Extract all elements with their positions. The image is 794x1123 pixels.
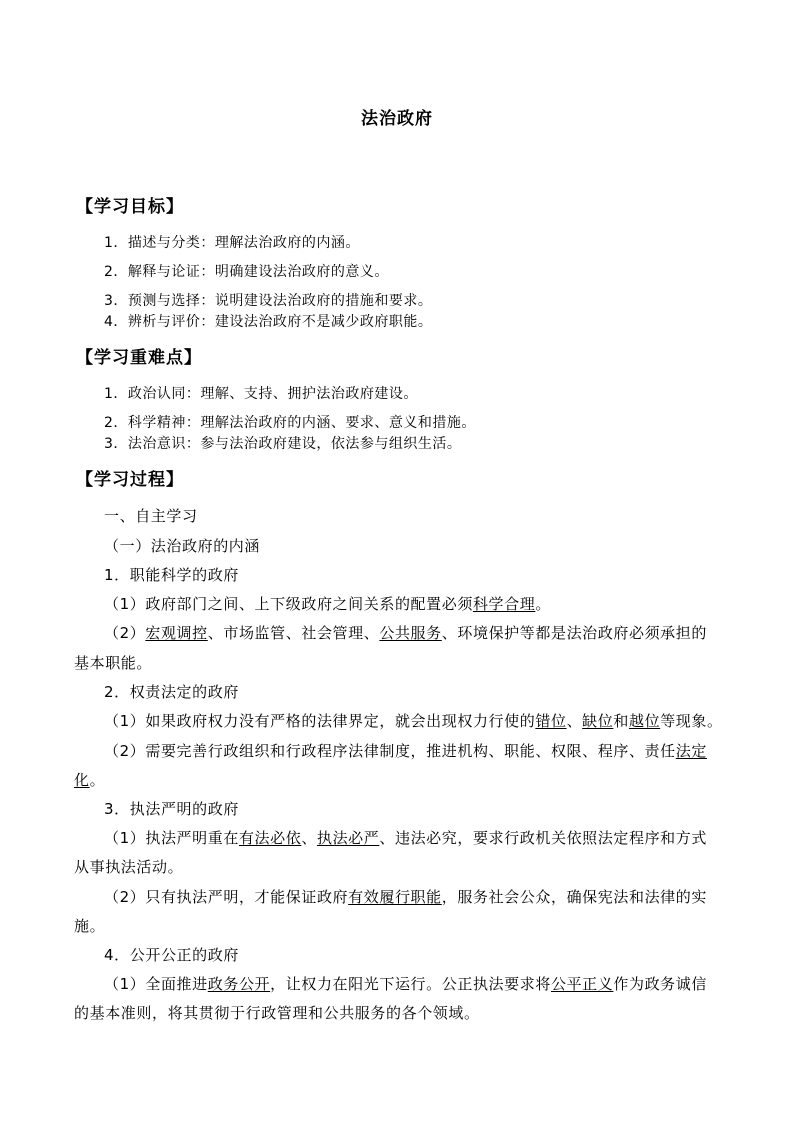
paragraph-1-1 <box>104 595 551 613</box>
goal-item-3: 3．预测与选择：说明建设法治政府的措施和要求。 <box>104 293 433 309</box>
paragraph-2-2-continuation <box>74 771 105 789</box>
section-heading-goals: 【学习目标】 <box>76 197 184 217</box>
underlined-term: 化 <box>74 771 90 789</box>
part-heading-self-study: 一、自主学习 <box>104 507 198 525</box>
underlined-term: 政务公开 <box>207 975 271 993</box>
text-span: （2）需要完善行政组织和行政程序法律制度，推进机构、职能、权限、程序、责任 <box>104 742 676 760</box>
text-span: 、违法必究，要求行政机关依照法定程序和方式 <box>379 829 707 847</box>
text-span: （1）如果政府权力没有严格的法律界定，就会出现权力行使的 <box>104 712 536 730</box>
underlined-term: 错位 <box>535 712 567 730</box>
paragraph-1-2 <box>104 624 707 642</box>
underlined-term: 公平正义 <box>550 975 614 993</box>
underlined-term: 法定 <box>675 742 707 760</box>
paragraph-4-1-continuation: 的基本准则，将其贯彻于行政管理和公共服务的各个领域。 <box>74 1004 480 1022</box>
goal-item-2: 2．解释与论证：明确建设法治政府的意义。 <box>104 264 389 280</box>
underlined-term: 缺位 <box>582 712 614 730</box>
key-point-item-1: 1．政治认同：理解、支持、拥护法治政府建设。 <box>104 386 418 402</box>
underlined-term: 执法必严 <box>316 829 380 847</box>
paragraph-2-1 <box>104 712 723 730</box>
group-title-3: 3．执法严明的政府 <box>104 800 239 818</box>
subheading-connotation: （一）法治政府的内涵 <box>104 537 261 555</box>
paragraph-1-2-continuation: 基本职能。 <box>74 654 153 672</box>
text-span: 。 <box>89 771 106 789</box>
underlined-term: 越位 <box>628 712 661 730</box>
underlined-term: 宏观调控 <box>145 624 208 642</box>
underlined-term: 科学合理 <box>472 595 536 613</box>
paragraph-3-2 <box>104 888 707 906</box>
text-span: 、环境保护等都是法治政府必须承担的 <box>441 624 707 642</box>
text-span: （2） <box>104 624 146 642</box>
paragraph-2-2 <box>104 742 707 760</box>
text-span: 和 <box>613 712 629 730</box>
text-span: （1）执法严明重在 <box>104 829 239 847</box>
key-point-item-3: 3．法治意识：参与法治政府建设，依法参与组织生活。 <box>104 436 462 452</box>
goal-item-4: 4．辨析与评价：建设法治政府不是减少政府职能。 <box>104 314 433 330</box>
text-span: （1）全面推进 <box>104 975 208 993</box>
underlined-term: 公共服务 <box>379 624 442 642</box>
group-title-4: 4．公开公正的政府 <box>104 946 239 964</box>
text-span: 、 <box>301 829 317 847</box>
section-heading-key-points: 【学习重难点】 <box>76 348 202 368</box>
goal-item-1: 1．描述与分类：理解法治政府的内涵。 <box>104 235 360 251</box>
paragraph-3-1-continuation: 从事执法活动。 <box>74 858 184 876</box>
text-span: 、市场监管、社会管理、 <box>207 624 380 642</box>
text-span: 作为政务诚信 <box>613 975 707 993</box>
text-span: ，让权力在阳光下运行。公正执法要求将 <box>270 975 551 993</box>
text-span: 。 <box>535 595 551 613</box>
paragraph-3-2-continuation: 施。 <box>74 917 106 935</box>
paragraph-4-1 <box>104 975 707 993</box>
section-heading-process: 【学习过程】 <box>76 470 184 490</box>
group-title-2: 2．权责法定的政府 <box>104 683 239 701</box>
document-title: 法治政府 <box>361 109 433 129</box>
group-title-1: 1．职能科学的政府 <box>104 566 239 584</box>
underlined-term: 有法必依 <box>238 829 302 847</box>
text-span: ，服务社会公众，确保宪法和法律的实 <box>441 888 707 906</box>
paragraph-3-1 <box>104 829 707 847</box>
text-span: （2）只有执法严明，才能保证政府 <box>104 888 349 906</box>
text-span: （1）政府部门之间、上下级政府之间关系的配置必须 <box>104 595 473 613</box>
text-span: 等现象。 <box>660 712 723 730</box>
key-point-item-2: 2．科学精神：理解法治政府的内涵、要求、意义和措施。 <box>104 415 476 431</box>
text-span: 、 <box>566 712 583 730</box>
underlined-term: 有效履行职能 <box>348 888 442 906</box>
